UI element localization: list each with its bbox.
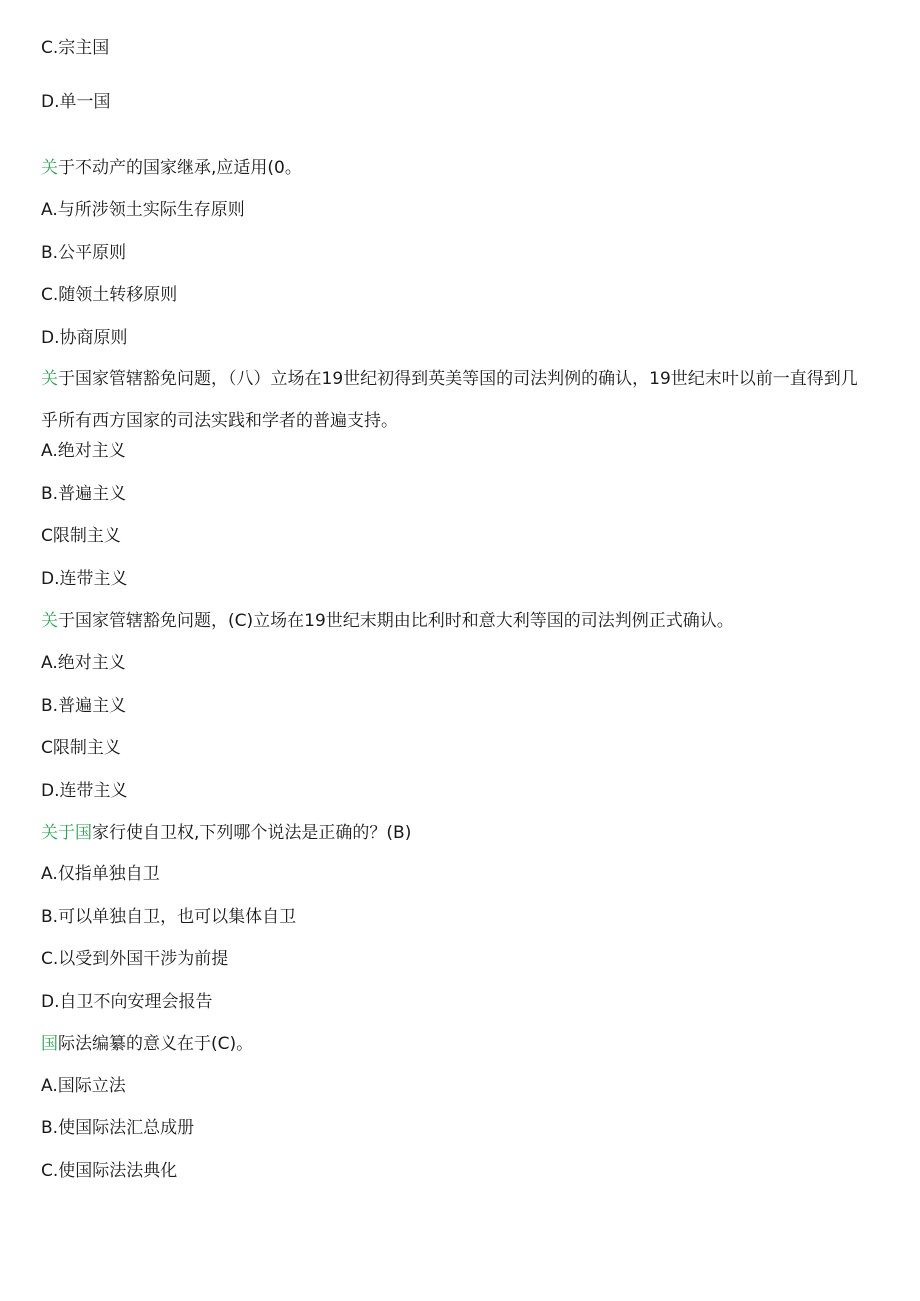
option-line: B.普遍主义 bbox=[41, 696, 127, 716]
question-text: 际法编纂的意义在于(C)。 bbox=[58, 1034, 254, 1054]
question-highlight: 关 bbox=[41, 611, 58, 631]
option-line: C限制主义 bbox=[41, 738, 121, 758]
option-line: D.协商原则 bbox=[41, 328, 128, 348]
option-line: D.自卫不向安理会报告 bbox=[41, 992, 213, 1012]
option-line: C限制主义 bbox=[41, 526, 121, 546]
option-line: C.以受到外国干涉为前提 bbox=[41, 949, 229, 969]
option-line: B.可以单独自卫，也可以集体自卫 bbox=[41, 907, 297, 927]
option-line: C.随领土转移原则 bbox=[41, 285, 178, 305]
question-line bbox=[41, 823, 411, 843]
option-line: D.连带主义 bbox=[41, 781, 128, 801]
option-line: C.使国际法法典化 bbox=[41, 1161, 178, 1181]
option-line: A.与所涉领土实际生存原则 bbox=[41, 200, 245, 220]
question-line bbox=[41, 358, 869, 442]
question-highlight: 关 bbox=[41, 158, 58, 178]
option-line: B.普遍主义 bbox=[41, 484, 127, 504]
option-line: C.宗主国 bbox=[41, 38, 110, 58]
option-line: A.绝对主义 bbox=[41, 441, 126, 461]
question-text: 于国家管辖豁免问题，(C)立场在19世纪末期由比利时和意大利等国的司法判例正式确认。 bbox=[58, 611, 734, 631]
option-line: B.使国际法汇总成册 bbox=[41, 1118, 195, 1138]
question-text: 于国家管辖豁免问题，（八）立场在19世纪初得到英美等国的司法判例的确认，19世纪末叶以前一直得到几乎所有西方国家的司法实践和学者的普遍支持。 bbox=[41, 369, 858, 431]
option-line: D.连带主义 bbox=[41, 569, 128, 589]
question-line bbox=[41, 1034, 253, 1054]
question-text: 家行使自卫权,下列哪个说法是正确的？(B) bbox=[92, 823, 412, 843]
option-line: D.单一国 bbox=[41, 92, 111, 112]
option-line: B.公平原则 bbox=[41, 243, 127, 263]
option-line: A.仅指单独自卫 bbox=[41, 864, 160, 884]
question-highlight: 国 bbox=[41, 1034, 58, 1054]
option-line: A.绝对主义 bbox=[41, 653, 126, 673]
question-highlight: 关 bbox=[41, 369, 58, 389]
question-line bbox=[41, 158, 302, 178]
question-text: 于不动产的国家继承,应适用(0。 bbox=[58, 158, 302, 178]
question-highlight: 关于国 bbox=[41, 823, 92, 843]
question-line bbox=[41, 611, 734, 631]
option-line: A.国际立法 bbox=[41, 1076, 126, 1096]
